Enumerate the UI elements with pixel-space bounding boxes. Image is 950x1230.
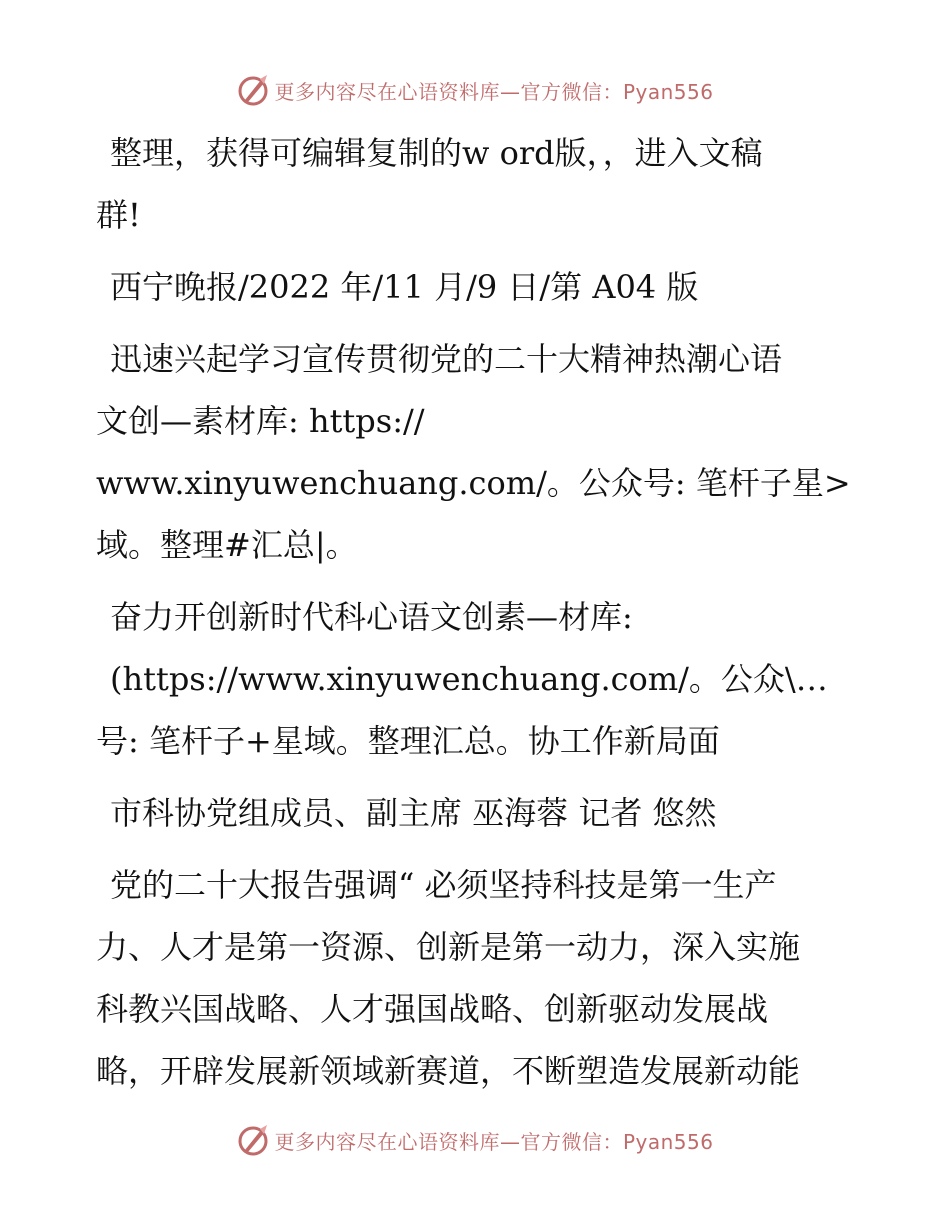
text-line: 号: 笔杆子+星域。整理汇总。协工作新局面 xyxy=(96,722,720,760)
banner-text: 更多内容尽在心语资料库—官方微信：Pyan556 xyxy=(274,1129,714,1154)
text-line: 市科协党组成员、副主席 巫海蓉 记者 悠然 xyxy=(110,794,717,832)
paragraph xyxy=(96,782,856,844)
text-line: 奋力开创新时代科心语文创素—材库: xyxy=(110,598,633,636)
text-line: 西宁晚报/2022 年/11 月/9 日/第 A04 版 xyxy=(110,268,699,306)
footer-banner xyxy=(0,1120,950,1160)
text-line: 整理，获得可编辑复制的w ord版，，进入文稿 xyxy=(110,134,763,172)
text-line: 群! xyxy=(96,196,141,234)
text-line: 力、人才是第一资源、创新是第一动力，深入实施 xyxy=(96,928,801,966)
text-line: 文创—素材库: https:// xyxy=(96,402,425,440)
text-line: (https://www.xinyuwenchuang.com/。公众\… xyxy=(110,660,828,698)
paragraph xyxy=(96,328,856,576)
paragraph xyxy=(96,122,856,246)
text-line: 迅速兴起学习宣传贯彻党的二十大精神热潮心语 xyxy=(110,340,783,378)
text-line: 党的二十大报告强调“ 必须坚持科技是第一生产 xyxy=(110,866,777,904)
banner-text: 更多内容尽在心语资料库—官方微信：Pyan556 xyxy=(274,79,714,104)
quill-logo-icon xyxy=(236,73,270,107)
paragraph xyxy=(96,854,856,1102)
text-line: www.xinyuwenchuang.com/。公众号: 笔杆子星> xyxy=(96,464,851,502)
text-line: 科教兴国战略、人才强国战略、创新驱动发展战 xyxy=(96,990,769,1028)
text-line: 略，开辟发展新领域新赛道，不断塑造发展新动能 xyxy=(96,1052,801,1090)
paragraph xyxy=(96,586,856,772)
paragraph xyxy=(96,256,856,318)
document-body xyxy=(96,122,856,1112)
quill-logo-icon xyxy=(236,1123,270,1157)
header-banner xyxy=(0,70,950,110)
text-line: 域。整理#汇总|。 xyxy=(96,526,358,564)
